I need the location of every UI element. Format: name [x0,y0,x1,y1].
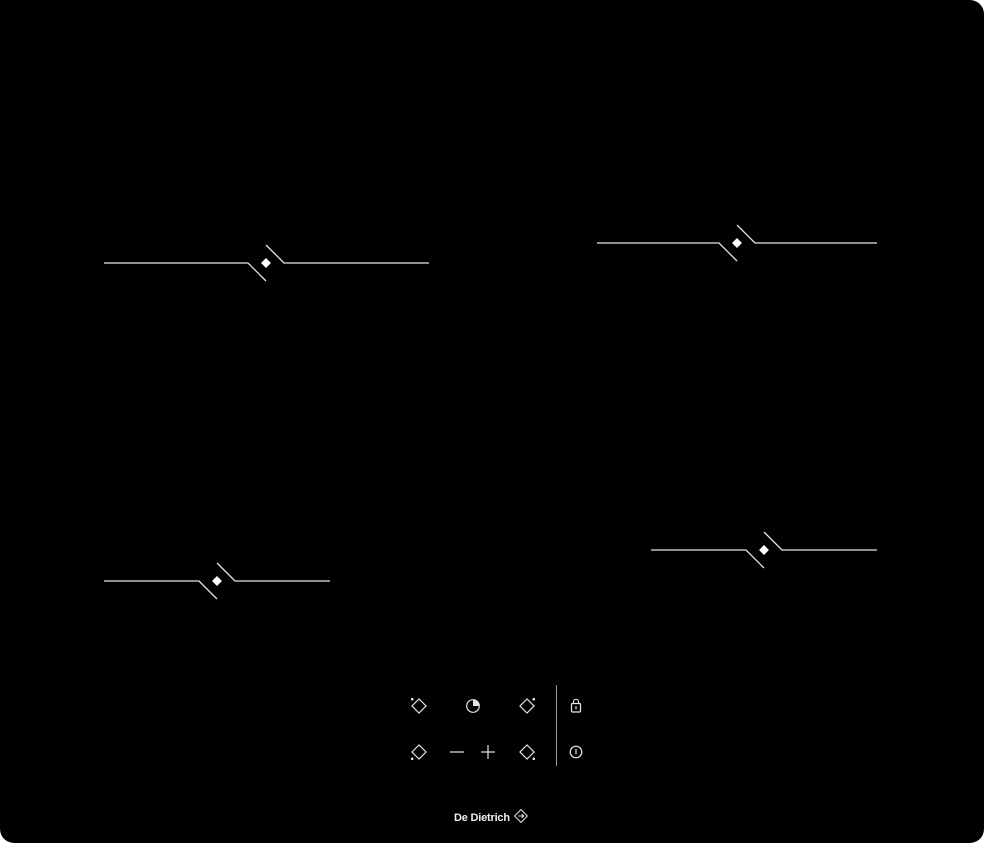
timer-icon [463,696,483,716]
cooking-zone-front-right [651,532,877,568]
zone-select-rear-right-button[interactable] [514,693,540,719]
zone-select-front-left-icon [409,742,429,762]
zone-rear-left-line-left [104,263,266,281]
brand-name: De Dietrich [454,812,510,824]
zone-front-right-dot [759,545,769,555]
zone-rear-right-line-left [597,243,737,261]
zone-front-right-line-left [651,550,764,568]
cooking-zone-front-left [104,563,330,599]
zone-rear-left-dot [261,258,271,268]
zone-select-front-right-button[interactable] [514,739,540,765]
plus-button[interactable] [475,739,501,765]
zone-select-rear-left-icon [409,696,429,716]
zone-select-rear-left-button[interactable] [406,693,432,719]
zone-rear-right-line-right [737,225,877,243]
zone-rear-right-dot [732,238,742,248]
lock-button[interactable] [563,693,589,719]
zone-select-front-left-button[interactable] [406,739,432,765]
timer-button[interactable] [460,693,486,719]
zone-select-rear-right-icon [517,696,537,716]
cooking-zone-rear-left [104,245,429,281]
minus-button[interactable] [444,739,470,765]
zone-rear-left-line-right [266,245,429,263]
zone-select-front-right-icon [517,742,537,762]
power-button[interactable] [563,739,589,765]
lock-icon [566,696,586,716]
zone-front-left-line-left [104,581,217,599]
power-icon [566,742,586,762]
zone-front-left-line-right [217,563,330,581]
cooking-zone-rear-right [597,225,877,261]
zone-front-right-line-right [764,532,877,550]
zone-front-left-dot [212,576,222,586]
plus-icon [478,742,498,762]
minus-icon [447,742,467,762]
